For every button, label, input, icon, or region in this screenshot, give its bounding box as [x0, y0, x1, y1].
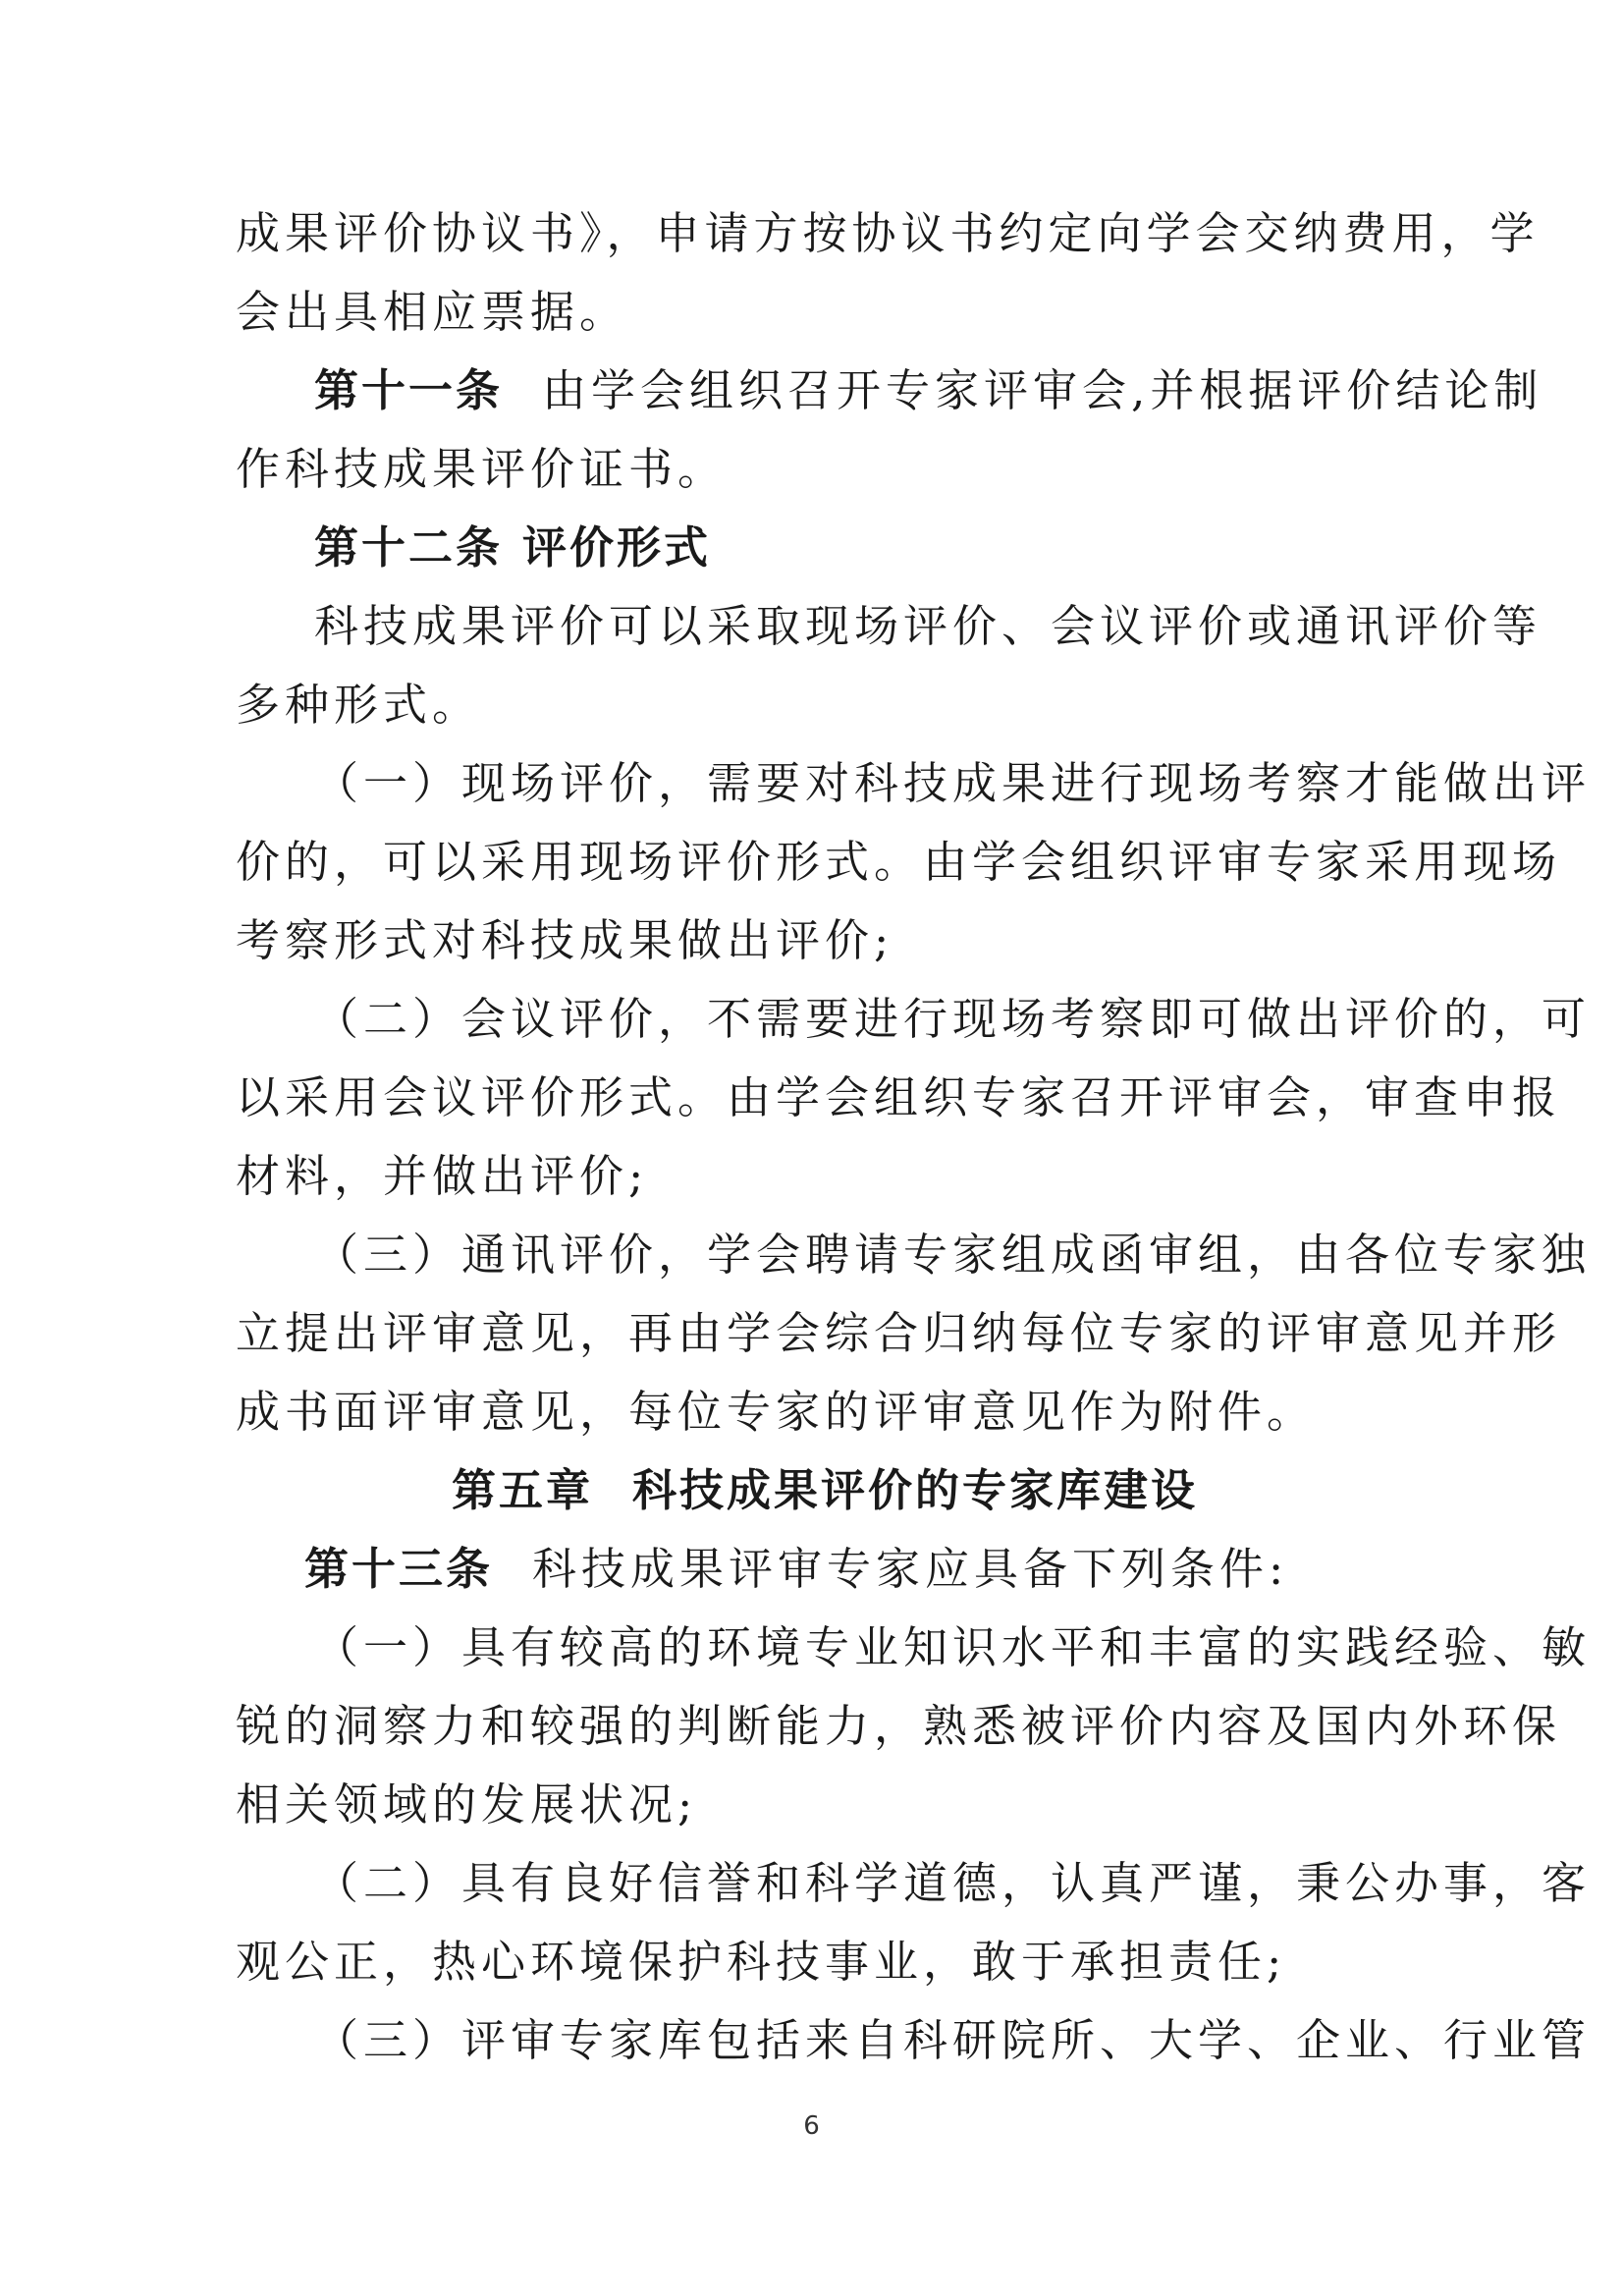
text-line: （三）评审专家库包括来自科研院所、大学、企业、行业管	[314, 2014, 1592, 2066]
article-12-line	[236, 509, 1414, 587]
chapter-heading	[236, 1451, 1414, 1530]
text-line: 以采用会议评价形式。由学会组织专家召开评审会，审查申报	[236, 1071, 1562, 1123]
article-12-heading: 第十二条	[314, 521, 504, 574]
text-line: 作科技成果评价证书。	[236, 443, 728, 495]
page-number: 6	[803, 2111, 820, 2141]
article-13-heading: 第十三条	[304, 1543, 494, 1595]
text-line: （一）具有较高的环境专业知识水平和丰富的实践经验、敏	[314, 1621, 1592, 1673]
text-line: 价的，可以采用现场评价形式。由学会组织评审专家采用现场	[236, 836, 1562, 888]
text-line: 考察形式对科技成果做出评价;	[236, 914, 894, 966]
article-11-line	[236, 352, 1543, 430]
text-line: （一）现场评价，需要对科技成果进行现场考察才能做出评	[314, 757, 1592, 809]
article-12-title: 评价形式	[522, 521, 712, 574]
text-line: 成果评价协议书》，申请方按协议书约定向学会交纳费用，学	[236, 207, 1540, 259]
text-line: 观公正，热心环境保护科技事业，敢于承担责任;	[236, 1936, 1287, 1988]
text-line: （二）会议评价，不需要进行现场考察即可做出评价的，可	[314, 993, 1592, 1045]
chapter-title: 科技成果评价的专家库建设	[632, 1464, 1199, 1516]
article-13-line	[236, 1530, 1414, 1609]
text-line: 科技成果评价可以采取现场评价、会议评价或通讯评价等	[314, 600, 1542, 652]
text-line: 立提出评审意见，再由学会综合归纳每位专家的评审意见并形	[236, 1307, 1562, 1359]
chapter-number: 第五章	[451, 1464, 593, 1516]
document-body	[236, 194, 1592, 2080]
text-line: 锐的洞察力和较强的判断能力，熟悉被评价内容及国内外环保	[236, 1700, 1562, 1752]
text-line: 成书面评审意见，每位专家的评审意见作为附件。	[236, 1386, 1317, 1438]
text-line: 相关领域的发展状况;	[236, 1778, 698, 1831]
text-line: （三）通讯评价，学会聘请专家组成函审组，由各位专家独	[314, 1229, 1592, 1281]
article-11-heading: 第十一条	[314, 364, 504, 416]
text-line: 多种形式。	[236, 679, 482, 731]
text-line: （二）具有良好信誉和科学道德，认真严谨，秉公办事，客	[314, 1857, 1592, 1909]
text-line: 会出具相应票据。	[236, 286, 629, 338]
text-line: 材料，并做出评价;	[236, 1150, 649, 1202]
text-line: 由学会组织召开专家评审会,并根据评价结论制	[542, 364, 1543, 416]
text-line: 科技成果评审专家应具备下列条件:	[532, 1543, 1289, 1595]
